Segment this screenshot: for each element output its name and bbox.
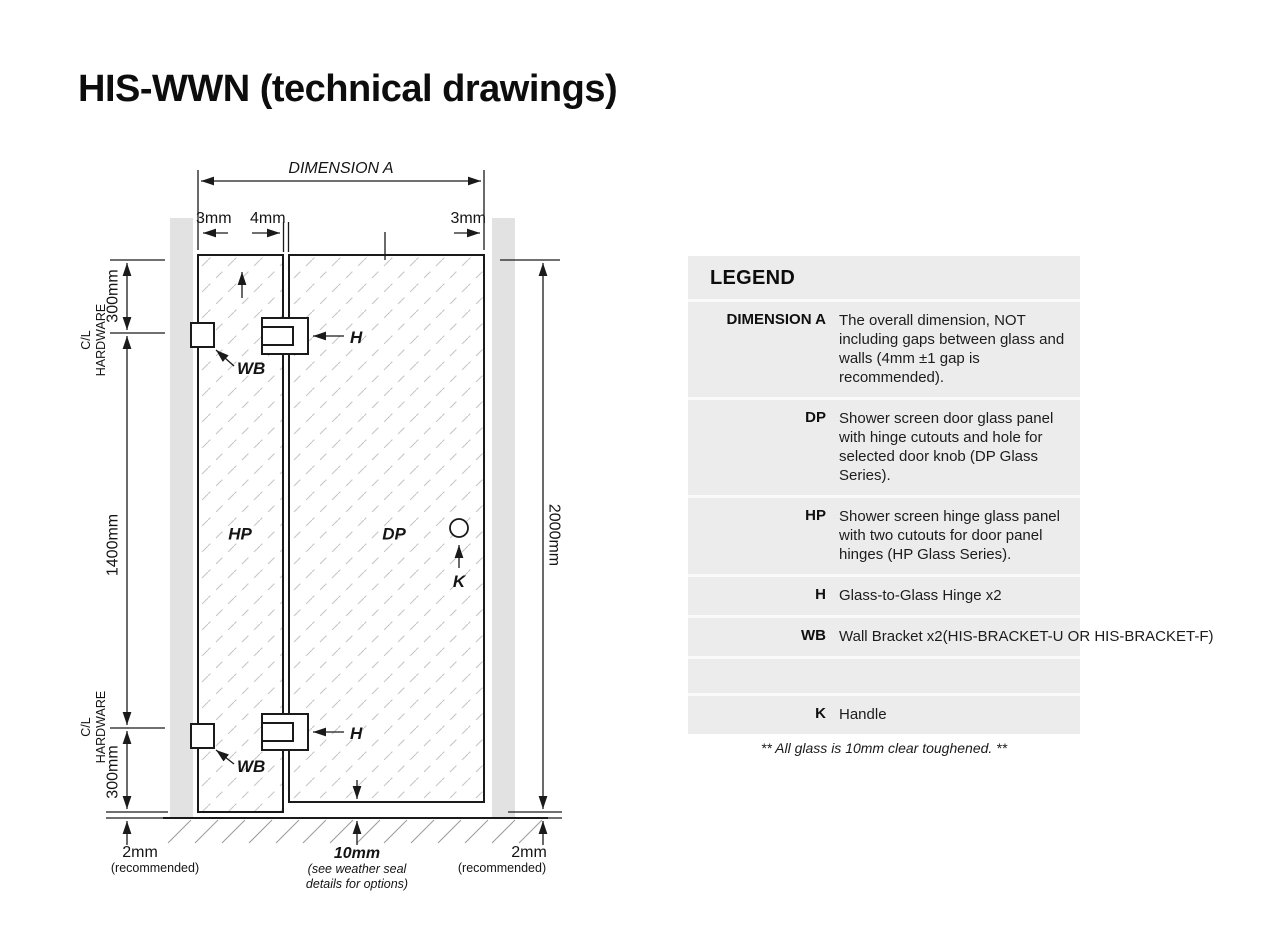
legend-desc: Handle xyxy=(839,706,887,723)
handle-hole xyxy=(450,519,468,537)
floor-gap-center-note-1: (see weather seal xyxy=(307,862,407,876)
dim-300-top: 300mm xyxy=(104,269,122,323)
legend-term: H xyxy=(815,586,826,603)
legend-row-dp xyxy=(688,397,1080,495)
legend-row-wb xyxy=(688,615,1214,656)
legend-term: K xyxy=(815,705,826,722)
wall-bracket-bottom-label: WB xyxy=(237,757,266,776)
legend-term: HP xyxy=(805,507,826,524)
legend-desc: Wall Bracket x2(HIS-BRACKET-U OR HIS-BRACKET-F) xyxy=(839,628,1214,645)
legend-row-dimension-a xyxy=(688,299,1080,397)
legend-term: DIMENSION A xyxy=(726,311,826,328)
dim-1400: 1400mm xyxy=(104,513,122,577)
dim-2000: 2000mm xyxy=(545,503,563,567)
floor-gap-left-note: (recommended) xyxy=(110,861,200,875)
floor-hatch xyxy=(168,820,542,843)
cl-hardware-bottom-1: C/L xyxy=(79,717,93,737)
page-title: HIS-WWN (technical drawings) xyxy=(78,68,618,110)
wall-bracket-bottom xyxy=(191,724,214,748)
cl-hardware-top-2: HARDWARE xyxy=(94,303,108,377)
wall-bracket-top xyxy=(191,323,214,347)
legend-term: WB xyxy=(801,627,826,644)
hinge-panel-label: HP xyxy=(228,524,252,544)
cl-hardware-top-1: C/L xyxy=(79,330,93,350)
gap-middle-label: 4mm xyxy=(250,210,286,227)
hinge-top-clamp xyxy=(262,327,293,345)
legend-desc: Shower screen door glass panel with hinge cutouts and hole for selected door knob (DP Glass Series). xyxy=(839,410,1054,484)
legend-row-h xyxy=(688,574,1080,615)
dim-300-bottom: 300mm xyxy=(104,745,122,799)
floor-gap-right-note: (recommended) xyxy=(457,861,547,875)
legend-term xyxy=(688,668,826,683)
legend-desc: Glass-to-Glass Hinge x2 xyxy=(839,587,1002,604)
floor-gap-center-note-2: details for options) xyxy=(305,877,409,891)
legend-footnote: ** All glass is 10mm clear toughened. ** xyxy=(760,740,1008,756)
legend-title: LEGEND xyxy=(710,267,796,289)
legend-row-k xyxy=(688,693,1080,734)
legend-term: DP xyxy=(805,409,826,426)
door-panel-label: DP xyxy=(382,524,406,544)
cl-hardware-bottom-2: HARDWARE xyxy=(94,690,108,764)
hinge-bottom-label: H xyxy=(350,724,363,743)
wall-right xyxy=(492,218,515,818)
legend-row-empty xyxy=(688,656,1080,693)
floor-gap-center-value: 10mm xyxy=(333,845,381,862)
gap-left-label: 3mm xyxy=(196,210,232,227)
floor-gap-right-value: 2mm xyxy=(511,844,547,861)
legend-desc: Shower screen hinge glass panel with two cutouts for door panel hinges (HP Glass Series). xyxy=(839,508,1060,563)
legend-desc: The overall dimension, NOT including gaps between glass and walls (4mm ±1 gap is recommended). xyxy=(839,312,1065,386)
gap-right-label: 3mm xyxy=(450,210,486,227)
wall-left xyxy=(170,218,193,818)
handle-label: K xyxy=(452,572,466,591)
dimension-a-label: DIMENSION A xyxy=(288,160,394,177)
floor-gap-left-value: 2mm xyxy=(122,844,158,861)
hinge-bottom-clamp xyxy=(262,723,293,741)
legend-panel xyxy=(688,256,1214,734)
hinge-top-label: H xyxy=(350,328,363,347)
legend-desc xyxy=(839,668,1071,683)
legend-row-hp xyxy=(688,495,1080,574)
wall-bracket-top-label: WB xyxy=(237,359,266,378)
